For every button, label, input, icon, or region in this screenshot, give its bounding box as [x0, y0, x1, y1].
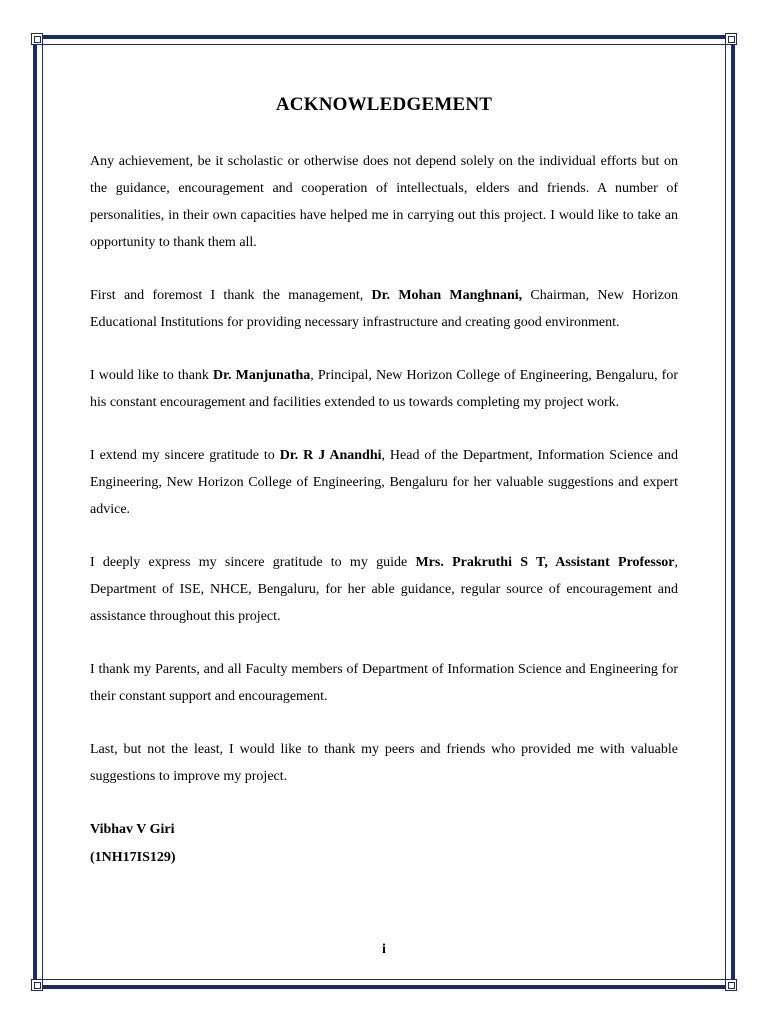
- paragraph-peers-text: Last, but not the least, I would like to thank my peers and friends who provided me with valuable suggestions to improve my project.: [90, 742, 678, 784]
- corner-ornament-top-left: [31, 33, 43, 45]
- signature-name: Vibhav V Giri: [90, 822, 175, 837]
- name-hod: Dr. R J Anandhi: [279, 448, 382, 463]
- paragraph-hod-lead: I extend my sincere gratitude to: [90, 448, 280, 463]
- paragraph-guide-lead: I deeply express my sincere gratitude to my guide: [90, 555, 416, 570]
- paragraph-hod: [90, 442, 678, 523]
- paragraph-guide: [90, 549, 678, 630]
- paragraph-intro: [90, 148, 678, 256]
- paragraph-parents-faculty: [90, 656, 678, 710]
- paragraph-principal: [90, 362, 678, 416]
- name-guide: Mrs. Prakruthi S T, Assistant Professor: [415, 555, 675, 570]
- page-number: i: [382, 942, 386, 957]
- paragraph-management-lead: First and foremost I thank the management,: [90, 288, 372, 303]
- name-chairman: Dr. Mohan Manghnani,: [371, 288, 523, 303]
- paragraph-principal-rest: , Principal, New Horizon College of Engineering, Bengaluru, for his constant encouragement and facilities extended to us towards completing my project work.: [90, 368, 678, 410]
- paragraph-parents-faculty-text: I thank my Parents, and all Faculty members of Department of Information Science and Engineering for their constant support and encouragement.: [90, 662, 678, 704]
- paragraph-principal-lead: I would like to thank: [90, 368, 213, 383]
- corner-ornament-bottom-right: [725, 979, 737, 991]
- paragraph-management: [90, 282, 678, 336]
- paragraph-peers: [90, 736, 678, 790]
- corner-ornament-top-right: [725, 33, 737, 45]
- name-principal: Dr. Manjunatha: [213, 368, 311, 383]
- paragraph-hod-rest: , Head of the Department, Information Science and Engineering, New Horizon College of Engineering, Bengaluru for her valuable suggestions and expert advice.: [90, 448, 678, 517]
- paragraph-intro-text: Any achievement, be it scholastic or otherwise does not depend solely on the individual efforts but on the guidance, encouragement and cooperation of intellectuals, elders and friends. A number of personalities, in their own capacities have helped me in carrying out this project. I would like to take an opportunity to thank them all.: [90, 154, 678, 250]
- signature-usn: (1NH17IS129): [90, 850, 176, 865]
- paragraph-guide-rest: , Department of ISE, NHCE, Bengaluru, for her able guidance, regular source of encouragement and assistance throughout this project.: [90, 555, 679, 624]
- page-title: ACKNOWLEDGEMENT: [275, 94, 493, 115]
- signature-block: [90, 816, 678, 872]
- document-body: [90, 88, 678, 872]
- paragraph-management-rest: Chairman, New Horizon Educational Institutions for providing necessary infrastructure and creating good environment.: [90, 288, 678, 330]
- corner-ornament-bottom-left: [31, 979, 43, 991]
